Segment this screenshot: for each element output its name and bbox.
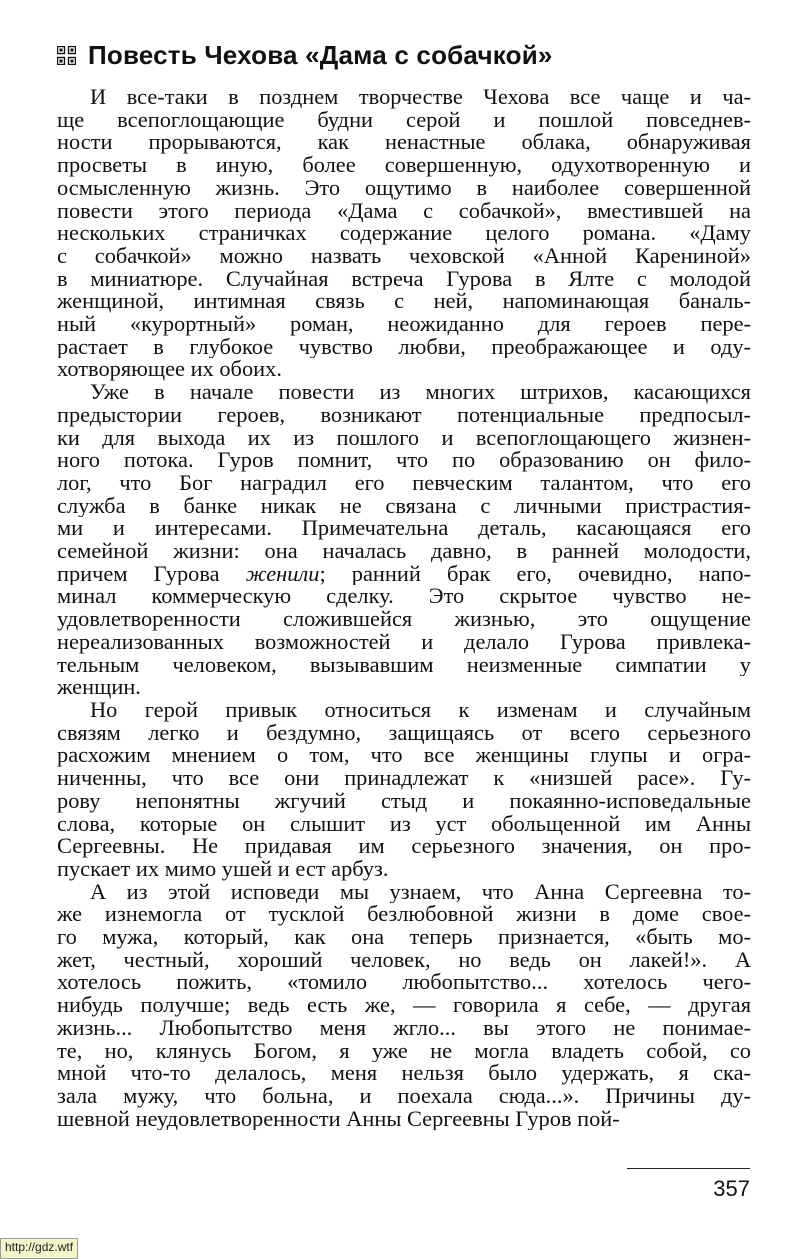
section-mark-icon <box>57 46 76 65</box>
text-line: ности прорываются, как ненастные облака, обнаруживая <box>57 131 751 155</box>
page-number: 357 <box>713 1176 750 1201</box>
text-line: нереализованных возможностей и делало Гурова привлека- <box>57 630 751 654</box>
text-line: пускает их мимо ушей и ест арбуз. <box>57 857 389 881</box>
text-line: нибудь получше; ведь есть же, — говорила я себе, — другая <box>57 994 751 1017</box>
text-line: тельным человеком, вызывавшим неизменные симпатии у <box>57 653 751 677</box>
text-line: зала мужу, что больна, и поехала сюда...». Причины ду- <box>57 1084 751 1108</box>
text-line: удовлетворенности сложившейся жизнью, это ощущение <box>57 608 751 631</box>
text-line: просветы в иную, более совершенную, одухотворенную и <box>57 154 751 177</box>
text-line: хотелось пожить, «томило любопытство... хотелось чего- <box>57 971 751 995</box>
text-line: хотворяющее их обоих. <box>57 358 282 382</box>
paragraph <box>57 881 751 1131</box>
text-line: И все-таки в позднем творчестве Чехова все чаще и ча- <box>90 86 751 109</box>
source-watermark: http://gdz.wtf <box>0 1238 78 1259</box>
text-line: же изнемогла от тусклой безлюбовной жизни в доме свое- <box>57 903 751 927</box>
text-line: связям легко и бездумно, защищаясь от всего серьезного <box>57 721 751 745</box>
text-line: мной что-то делалось, меня нельзя было удержать, я ска- <box>57 1062 751 1085</box>
text-line: го мужа, который, как она теперь признается, «быть мо- <box>57 926 751 949</box>
section-title: Повесть Чехова «Дама с собачкой» <box>88 40 553 70</box>
body-text <box>57 86 751 1130</box>
text-line: шевной неудовлетворенности Анны Сергеевны Гуров пой- <box>57 1107 620 1131</box>
text-line: слова, которые он слышит из уст обольщенной им Анны <box>57 812 751 836</box>
text-line: ки для выхода их из пошлого и всепоглощающего жизнен- <box>57 426 751 450</box>
text-line: жизнь... Любопытство меня жгло... вы этого не понимае- <box>57 1016 751 1040</box>
text-line: семейной жизни: она началась давно, в ранней молодости, <box>57 540 751 563</box>
text-line: А из этой исповеди мы узнаем, что Анна Сергеевна то- <box>90 880 751 904</box>
text-line: осмысленную жизнь. Это ощутимо в наиболее совершенной <box>57 176 751 200</box>
text-line: нескольких страничках содержание целого романа. «Даму <box>57 222 751 245</box>
text-line: Но герой привык относиться к изменам и случайным <box>90 698 751 722</box>
text-line: женщиной, интимная связь с ней, напоминающая баналь- <box>57 290 751 314</box>
text-line: с собачкой» можно назвать чеховской «Анной Карениной» <box>57 244 751 268</box>
footnote-divider <box>627 1168 750 1169</box>
text-line: служба в банке никак не связана с личными пристрастия- <box>57 494 751 518</box>
text-line: ми и интересами. Примечательна деталь, касающаяся его <box>57 517 751 541</box>
text-line: растает в глубокое чувство любви, преображающее и оду- <box>57 335 751 359</box>
paragraph <box>57 699 751 881</box>
text-line: причем Гурова женили; ранний брак его, очевидно, напо- <box>57 562 751 586</box>
paragraph <box>57 381 751 699</box>
text-line: лог, что Бог наградил его певческим талантом, что его <box>57 471 751 495</box>
text-line: минал коммерческую сделку. Это скрытое чувство не- <box>57 585 751 609</box>
text-line: предыстории героев, возникают потенциальные предпосыл- <box>57 403 751 427</box>
text-line: ный «курортный» роман, неожиданно для героев пере- <box>57 313 751 336</box>
text-line: ниченны, что все они принадлежат к «низшей расе». Гу- <box>57 767 751 790</box>
section-heading <box>57 40 757 71</box>
text-line: ного потока. Гуров помнит, что по образованию он фило- <box>57 449 751 472</box>
text-line: Сергеевны. Не придавая им серьезного значения, он про- <box>57 835 751 858</box>
text-line: расхожим мнением о том, что все женщины глупы и огра- <box>57 744 751 768</box>
text-line: в миниатюре. Случайная встреча Гурова в Ялте с молодой <box>57 267 751 291</box>
text-line: Уже в начале повести из многих штрихов, касающихся <box>90 381 751 404</box>
text-line: рову непонятны жгучий стыд и покаянно-исповедальные <box>57 789 751 813</box>
text-line: жет, честный, хороший человек, но ведь он лакей!». А <box>57 948 751 972</box>
text-line: женщин. <box>57 676 141 699</box>
text-line: повести этого периода «Дама с собачкой», вместившей на <box>57 199 751 223</box>
text-line: те, но, клянусь Богом, я уже не могла владеть собой, со <box>57 1039 751 1063</box>
paragraph <box>57 86 751 381</box>
text-line: ще всепоглощающие будни серой и пошлой повседнев- <box>57 108 751 132</box>
